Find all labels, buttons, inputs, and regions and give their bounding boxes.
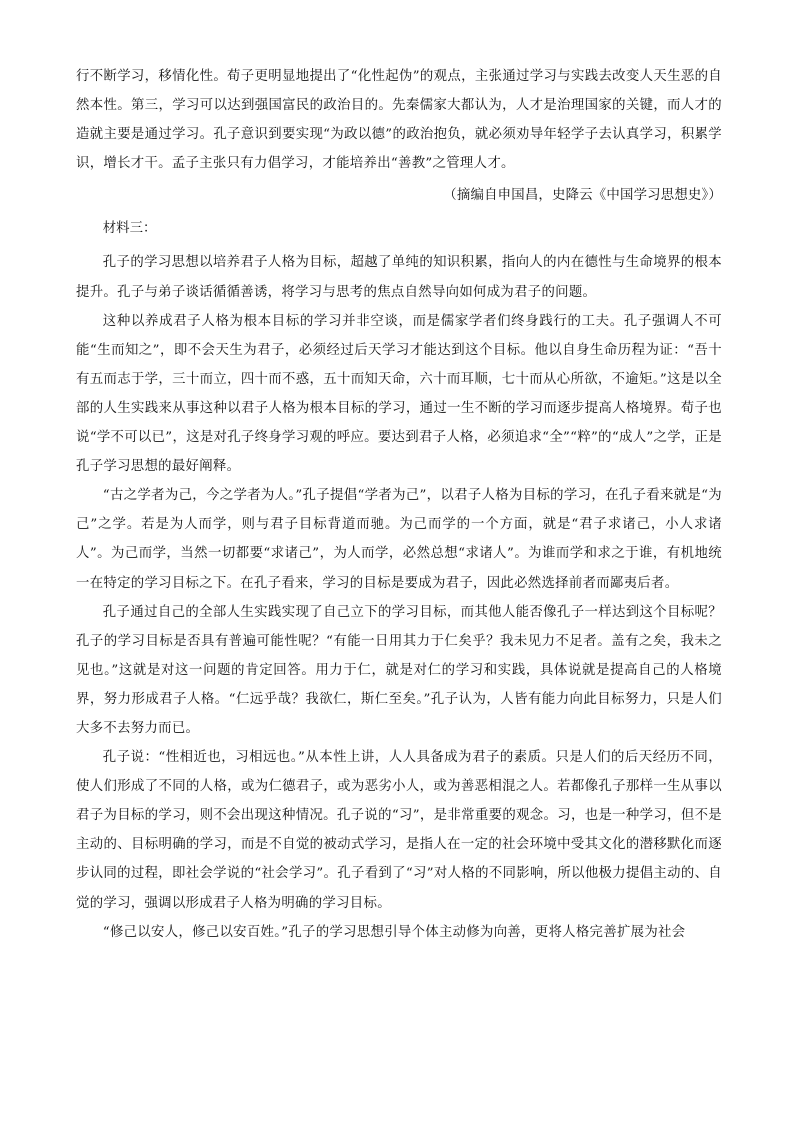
paragraph-4: 孔子通过自己的全部人生实践实现了自己立下的学习目标，而其他人能否像孔子一样达到这个目标呢？孔子的学习目标是否具有普遍可能性呢？“有能一日用其力于仁矣乎？我未见力不足者。盖有之矣，我未之见也。”这就是对这一问题的肯定回答。用力于仁，就是对仁的学习和实践，具体说就是提高自己的人格境界，努力形成君子人格。“仁远乎哉？我欲仁，斯仁至矣。”孔子认为，人皆有能力向此目标努力，只是人们大多不去努力而已。: [76, 604, 722, 736]
paragraph-5: 孔子说：“性相近也，习相远也。”从本性上讲，人人具备成为君子的素质。只是人们的后天经历不同，使人们形成了不同的人格，或为仁德君子，或为恶劣小人，或为善恶相混之人。若都像孔子那样一生从事以君子为目标的学习，则不会出现这种情况。孔子说的“习”，是非常重要的观念。习，也是一种学习，但不是主动的、目标明确的学习，而是不自觉的被动式学习，是指人在一定的社会环境中受其文化的潜移默化而逐步认同的过程，即社会学说的“社会学习”。孔子看到了“习”对人格的不同影响，所以他极力提倡主动的、自觉的学习，强调以形成君子人格为明确的学习目标。: [76, 750, 722, 911]
document-body: [76, 62, 722, 947]
section-heading-material-three: 材料三：: [102, 221, 157, 237]
paragraph-1: 孔子的学习思想以培养君子人格为目标，超越了单纯的知识积累，指向人的内在德性与生命境界的根本提升。孔子与弟子谈话循循善诱，将学习与思考的焦点自然导向如何成为君子的问题。: [76, 255, 722, 300]
paragraph-6: “修己以安人，修己以安百姓。”孔子的学习思想引导个体主动修为向善，更将人格完善扩展为社会: [102, 924, 686, 940]
source-citation: （摘编自申国昌，史降云《中国学习思想史》）: [443, 188, 722, 204]
paragraph-3: “古之学者为己，今之学者为人。”孔子提倡“学者为己”，以君子人格为目标的学习，在孔子看来就是“为己”之学。若是为人而学，则与君子目标背道而驰。为己而学的一个方面，就是“君子求诸己，小人求诸人”。为己而学，当然一切都要“求诸己”，为人而学，必然总想“求诸人”。为谁而学和求之于谁，有机地统一在特定的学习目标之下。在孔子看来，学习的目标是要成为君子，因此必然选择前者而鄙夷后者。: [76, 488, 722, 591]
paragraph-continuation: 行不断学习，移情化性。荀子更明显地提出了“化性起伪”的观点，主张通过学习与实践去改变人天生恶的自然本性。第三，学习可以达到强国富民的政治目的。先秦儒家大都认为，人才是治理国家的关键，而人才的造就主要是通过学习。孔子意识到要实现“为政以德”的政治抱负，就必须劝导年轻学子去认真学习，积累学识，增长才干。孟子主张只有力倡学习，才能培养出“善教”之管理人才。: [76, 69, 722, 172]
paragraph-2: 这种以养成君子人格为根本目标的学习并非空谈，而是儒家学者们终身践行的工夫。孔子强调人不可能“生而知之”，即不会天生为君子，必须经过后天学习才能达到这个目标。他以自身生命历程为证：“吾十有五而志于学，三十而立，四十而不惑，五十而知天命，六十而耳顺，七十而从心所欲，不逾矩。”这是以全部的人生实践来从事这种以君子人格为根本目标的学习，通过一生不断的学习而逐步提高人格境界。荀子也说“学不可以已”，这是对孔子终身学习观的呼应。要达到君子人格，必须追求“全”“粹”的“成人”之学，正是孔子学习思想的最好阐释。: [76, 313, 722, 475]
